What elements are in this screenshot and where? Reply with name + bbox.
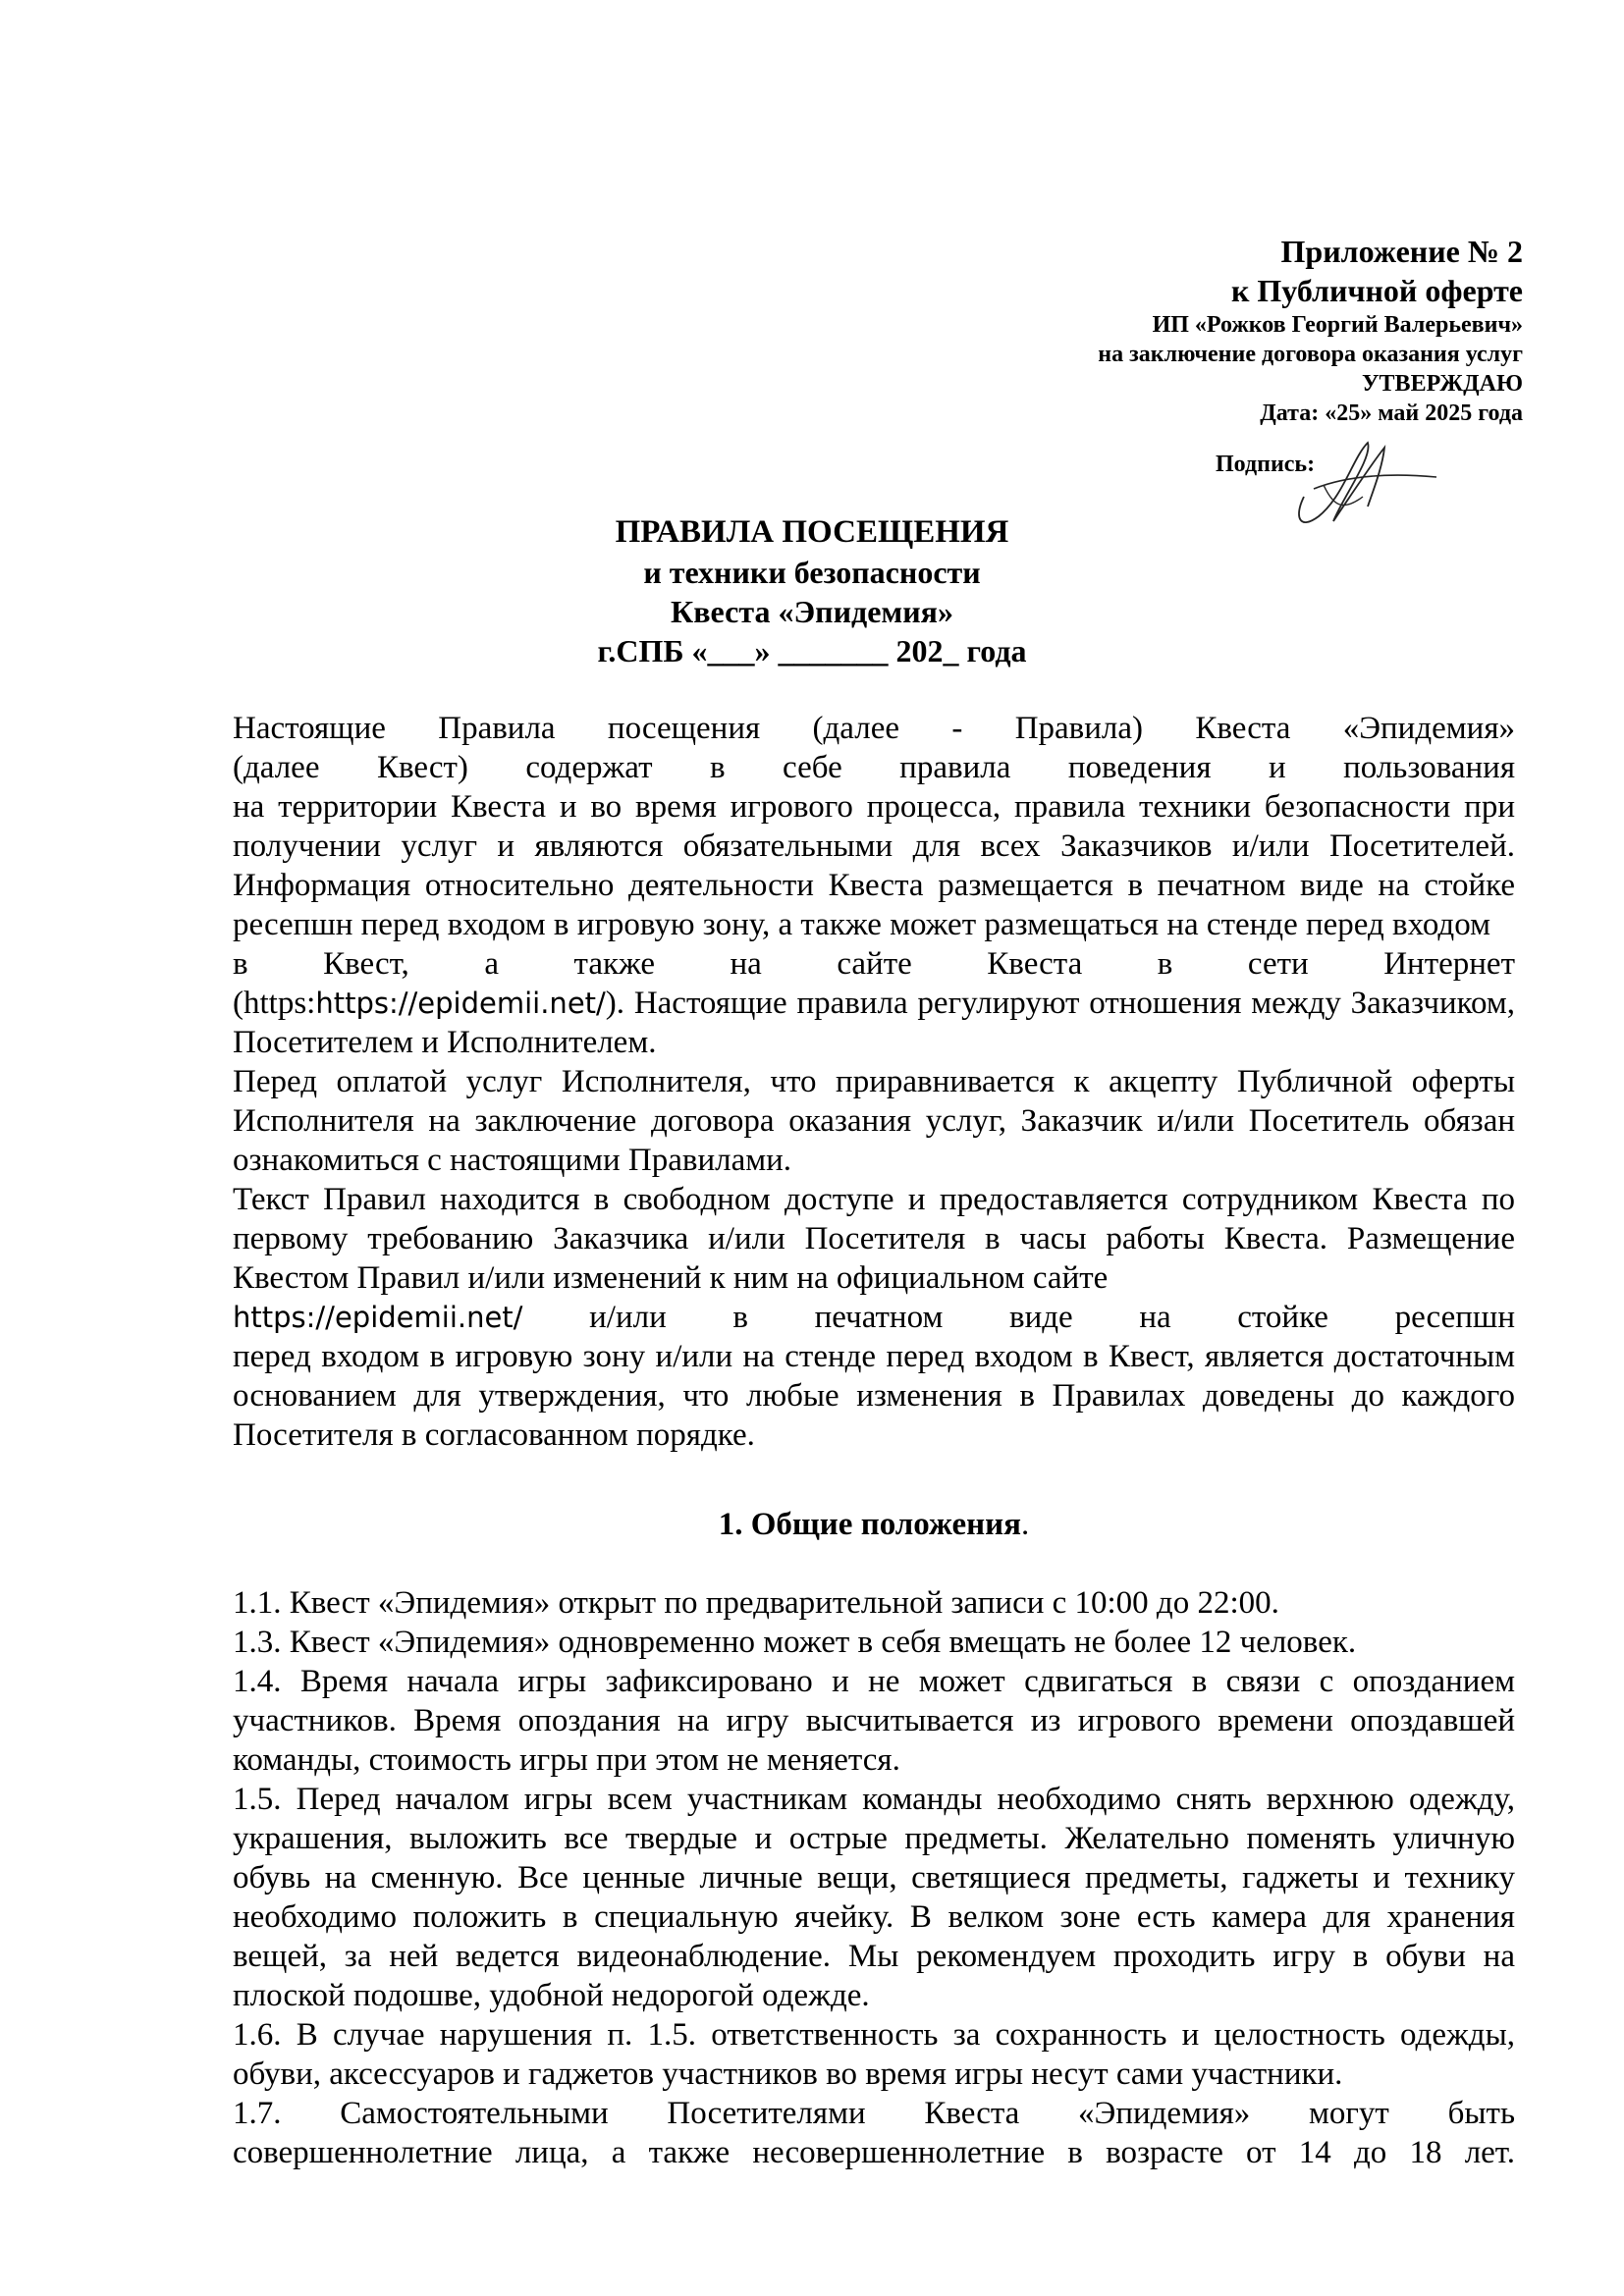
item-1-3: 1.3. Квест «Эпидемия» одновременно может в себя вмещать не более 12 человек. (233, 1625, 1357, 1660)
appendix-number: Приложение № 2 (1280, 234, 1523, 269)
title-line-4: г.СПБ «___» _______ 202_ года (597, 633, 1027, 668)
website-link-2[interactable]: https://epidemii.net/ (233, 1301, 523, 1334)
website-link[interactable]: https://epidemii.net/ (315, 987, 606, 1020)
signature-label: Подпись: (1216, 452, 1316, 477)
section-1 (233, 1505, 1515, 1544)
contract-subject: на заключение договора оказания услуг (1098, 342, 1523, 367)
entrepreneur-name: ИП «Рожков Георгий Валерьевич» (1152, 312, 1523, 338)
approval-date: Дата: «25» май 2025 года (1260, 400, 1523, 426)
intro-p4-c: перед входом в игровую зону и/или на стенде перед входом в Квест, является достаточным основанием для утверждения, что любые изменения в Правилах доведены до каждого Посетителя в согласованном порядке. (233, 1339, 1515, 1453)
document-title (0, 512, 1624, 670)
intro-p1-line1: Настоящие Правила посещения (далее - Правила) Квеста «Эпидемия» (233, 711, 1515, 746)
item-1-7-line1: 1.7. Самостоятельными Посетителями Квеста «Эпидемия» могут быть (233, 2096, 1515, 2131)
section-1-title-dot: . (1020, 1507, 1030, 1542)
approved-label: УТВЕРЖДАЮ (1361, 371, 1523, 397)
intro-p2-pre: (https: (233, 986, 316, 1021)
approval-header (836, 232, 1523, 428)
item-1-6: 1.6. В случае нарушения п. 1.5. ответственность за сохранность и целостность одежды, обуви, аксессуаров и гаджетов участников во время игры несут сами участники. (233, 2017, 1515, 2092)
title-line-2: и техники безопасности (643, 555, 981, 590)
appendix-to-offer: к Публичной оферте (1230, 273, 1523, 308)
title-line-3: Квеста «Эпидемия» (671, 594, 953, 629)
intro-p4-b: и/или в печатном виде на стойке ресепшн (589, 1300, 1515, 1335)
section-1-items (233, 1583, 1515, 2172)
intro-text (233, 709, 1515, 1455)
intro-p4-a: Текст Правил находится в свободном доступе и предоставляется сотрудником Квеста по первому требованию Заказчика и/или Посетителя в часы работы Квеста. Размещение Квестом Правил и/или изменений к ним на официальном сайте (233, 1182, 1515, 1296)
section-1-title-text: 1. Общие положения (718, 1507, 1021, 1542)
intro-p2-line1: в Квест, а также на сайте Квеста в сети Интернет (233, 946, 1515, 982)
item-1-7-line2: совершеннолетние лица, а также несовершеннолетние в возрасте от 14 до 18 лет. (233, 2135, 1515, 2170)
title-line-1: ПРАВИЛА ПОСЕЩЕНИЯ (615, 514, 1009, 550)
item-1-5: 1.5. Перед началом игры всем участникам команды необходимо снять верхнюю одежду, украшения, выложить все твердые и острые предметы. Желательно поменять уличную обувь на сменную. Все ценные личные вещи, светящиеся предметы, гаджеты и технику необходимо положить в специальную ячейку. В велком зоне есть камера для хранения вещей, за ней ведется видеонаблюдение. Мы рекомендуем проходить игру в обуви на плоской подошве, удобной недорогой одежде. (233, 1782, 1515, 2013)
item-1-4: 1.4. Время начала игры зафиксировано и не может сдвигаться в связи с опозданием участников. Время опоздания на игру высчитывается из игрового времени опоздавшей команды, стоимость игры при этом не меняется. (233, 1664, 1515, 1778)
intro-p1-line2: (далее Квест) содержат в себе правила поведения и пользования (233, 750, 1515, 785)
intro-p2-post: ). Настоящие правила регулируют отношения между Заказчиком, Посетителем и Исполнителем. (233, 986, 1515, 1060)
intro-p4-url-line (233, 1298, 1515, 1337)
item-1-1: 1.1. Квест «Эпидемия» открыт по предварительной записи с 10:00 до 22:00. (233, 1585, 1279, 1621)
intro-p2-rest (233, 984, 1515, 1062)
section-1-title (233, 1505, 1515, 1544)
intro-p3: Перед оплатой услуг Исполнителя, что приравнивается к акцепту Публичной оферты Исполнителя на заключение договора оказания услуг, Заказчик и/или Посетитель обязан ознакомиться с настоящими Правилами. (233, 1064, 1515, 1178)
intro-p1-rest: на территории Квеста и во время игрового процесса, правила техники безопасности при получении услуг и являются обязательными для всех Заказчиков и/или Посетителей. Информация относительно деятельности Квеста размещается в печатном виде на стойке ресепшн перед входом в игровую зону, а также может размещаться на стенде перед входом (233, 789, 1515, 942)
